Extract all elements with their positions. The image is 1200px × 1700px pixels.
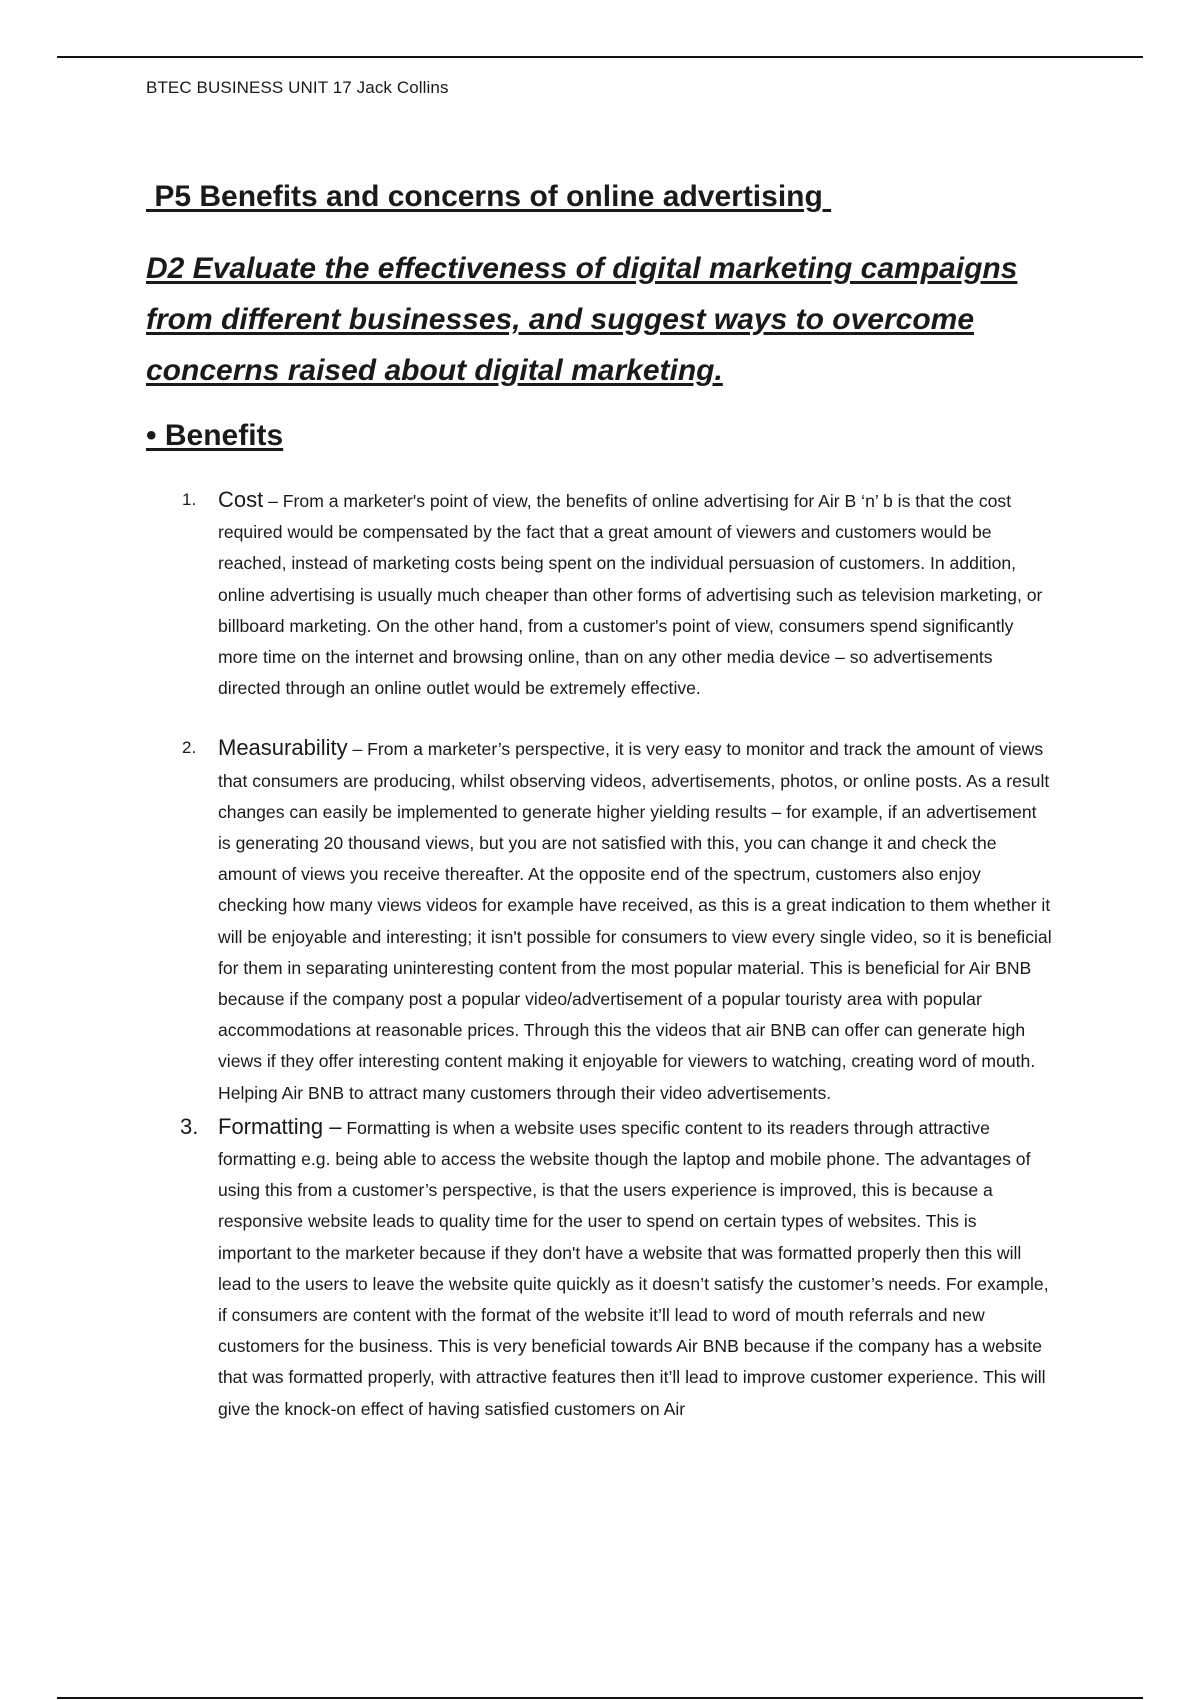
p5-title: P5 Benefits and concerns of online advertising bbox=[146, 180, 832, 213]
item-number: 2. bbox=[182, 738, 197, 758]
benefits-heading: • Benefits bbox=[146, 419, 284, 452]
item-number: 1. bbox=[182, 490, 197, 509]
item-text: – From a marketer’s perspective, it is very easy to monitor and track the amount of views that consumers are producing, whilst observing videos, advertisements, photos, or online posts. As a result changes can easily be implemented to generate higher yielding results – for example, if an advertisement is generating 20 thousand views, but you are not satisfied with this, you can change it and check the amount of views you receive thereafter. At the opposite end of the spectrum, customers also enjoy checking how many views videos for example have received, as this is a great indication to them whether it will be enjoyable and interesting; it isn't possible for consumers to view every single video, so it is beneficial for them in separating uninteresting content from the most popular material. This is beneficial for Air BNB because if the company post a popular video/advertisement of a popular touristy area with popular accommodations at reasonable prices. Through this the videos that air BNB can offer can generate high views if they offer interesting content making it enjoyable for viewers to watching, creating word of mouth. Helping Air BNB to attract many customers through their video advertisements. bbox=[218, 739, 1052, 1103]
list-item bbox=[146, 484, 1052, 704]
item-lead: Measurability bbox=[218, 735, 348, 761]
list-item bbox=[146, 1111, 1052, 1425]
item-lead: Formatting – bbox=[218, 1113, 342, 1139]
document-header: BTEC BUSINESS UNIT 17 Jack Collins bbox=[146, 78, 449, 97]
bottom-rule bbox=[57, 1697, 1143, 1699]
list-item bbox=[146, 732, 1052, 1108]
d2-title: D2 Evaluate the effectiveness of digital marketing campaigns from different businesses, and suggest ways to overcome concerns raised about digital marketing. bbox=[146, 252, 1018, 387]
item-lead: Cost bbox=[218, 487, 264, 512]
document-page bbox=[146, 73, 1052, 1425]
benefits-list bbox=[146, 484, 1052, 1425]
top-rule bbox=[57, 56, 1143, 58]
item-number: 3. bbox=[180, 1113, 199, 1139]
item-text: – From a marketer's point of view, the benefits of online advertising for Air B ‘n’ b is that the cost required would be compensated by the fact that a great amount of viewers and customers would be reached, instead of marketing costs being spent on the individual persuasion of customers. In addition, online advertising is usually much cheaper than other forms of advertising such as television marketing, or billboard marketing. On the other hand, from a customer's point of view, consumers spend significantly more time on the internet and browsing online, than on any other media device – so advertisements directed through an online outlet would be extremely effective. bbox=[218, 491, 1043, 699]
item-text: Formatting is when a website uses specific content to its readers through attractive formatting e.g. being able to access the website though the laptop and mobile phone. The advantages of using this from a customer’s perspective, is that the users experience is improved, this is because a responsive website leads to quality time for the user to spend on certain types of websites. This is important to the marketer because if they don't have a website that was formatted properly then this will lead to the users to leave the website quite quickly as it doesn’t satisfy the customer’s needs. For example, if consumers are content with the format of the website it’ll lead to word of mouth referrals and new customers for the business. This is very beneficial towards Air BNB because if the company has a website that was formatted properly, with attractive features then it’ll lead to improve customer experience. This will give the knock-on effect of having satisfied customers on Air bbox=[218, 1117, 1049, 1419]
